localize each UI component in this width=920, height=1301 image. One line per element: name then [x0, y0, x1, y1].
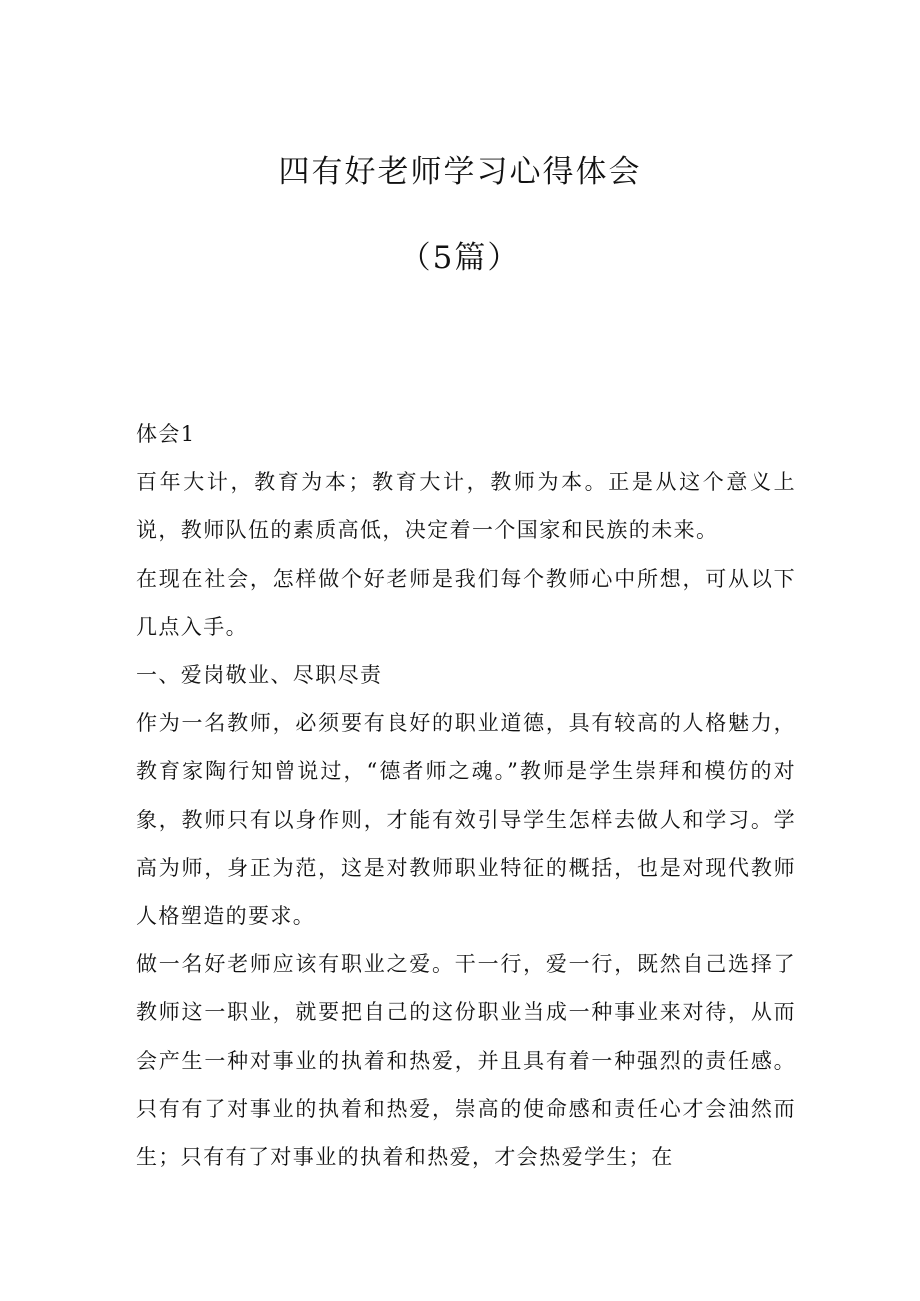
- paragraph: 作为一名教师，必须要有良好的职业道德，具有较高的人格魅力，教育家陶行知曾说过，“德者师之魂。”教师是学生崇拜和模仿的对象，教师只有以身作则，才能有效引导学生怎样去做人和学习。学高为师，身正为范，这是对教师职业特征的概括，也是对现代教师人格塑造的要求。: [136, 711, 796, 929]
- document-body: [136, 410, 796, 1181]
- paragraph: 在现在社会，怎样做个好老师是我们每个教师心中所想，可从以下几点入手。: [136, 566, 796, 639]
- document-subtitle: （5篇）: [399, 240, 521, 276]
- document-title: 四有好老师学习心得体会: [278, 154, 642, 190]
- section-heading: 一、爱岗敬业、尽职尽责: [136, 663, 383, 688]
- paragraph: 做一名好老师应该有职业之爱。干一行，爱一行，既然自己选择了教师这一职业，就要把自己的这份职业当成一种事业来对待，从而会产生一种对事业的执着和热爱，并且具有着一种强烈的责任感。只有有了对事业的执着和热爱，崇高的使命感和责任心才会油然而生；只有有了对事业的执着和热爱，才会热爱学生；在: [136, 952, 796, 1170]
- paragraph: 百年大计，教育为本；教育大计，教师为本。正是从这个意义上说，教师队伍的素质高低，决定着一个国家和民族的未来。: [136, 470, 796, 543]
- section-label: 体会1: [136, 422, 196, 446]
